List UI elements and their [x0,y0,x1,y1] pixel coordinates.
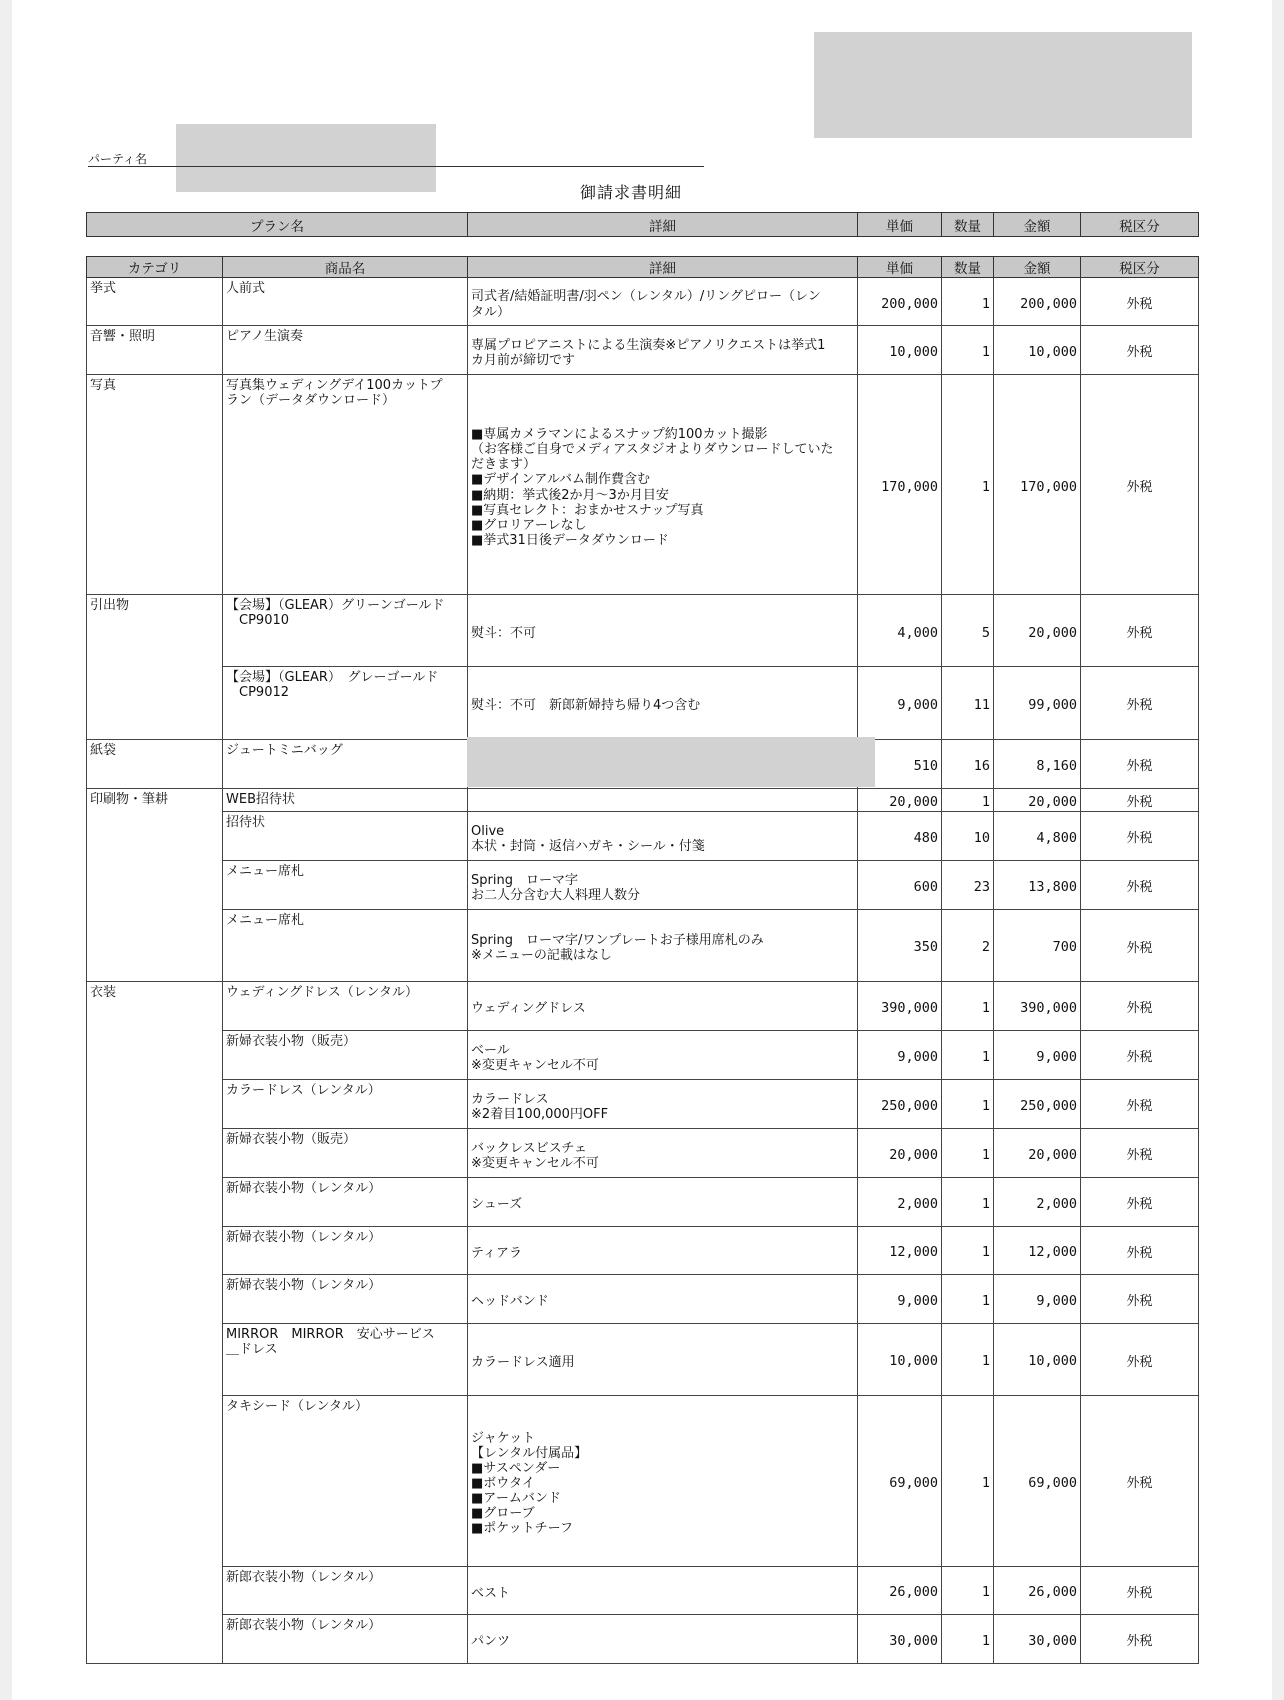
row-qty: 1 [942,1030,994,1079]
row-qty: 1 [942,1566,994,1614]
row-detail [468,981,858,1030]
party-name-underline [88,166,704,167]
row-qty: 1 [942,1177,994,1226]
table-row [87,1128,1199,1177]
row-qty: 11 [942,667,994,740]
row-product-name [223,1614,468,1663]
table-row [87,811,1199,860]
product-name-line: CP9012 [226,685,290,701]
row-qty: 1 [942,1079,994,1128]
row-category: 音響・照明 [87,326,223,375]
table-row [87,1177,1199,1226]
row-amount: 200,000 [994,278,1081,326]
row-detail [468,326,858,375]
row-amount: 4,800 [994,811,1081,860]
row-category [87,909,223,981]
row-unit-price: 20,000 [858,789,942,812]
plan-col-plan-name: プラン名 [87,213,468,237]
row-tax-type: 外税 [1081,860,1199,909]
detail-line: シューズ [471,1197,523,1213]
row-detail [468,1079,858,1128]
table-row [87,1566,1199,1614]
document-title: 御請求書明細 [580,183,683,202]
row-product-name [223,1079,468,1128]
row-qty: 1 [942,375,994,595]
detail-line: パンツ [471,1634,511,1650]
row-qty: 16 [942,740,994,789]
row-detail [468,1030,858,1079]
table-row [87,1079,1199,1128]
row-tax-type: 外税 [1081,1030,1199,1079]
row-qty: 1 [942,981,994,1030]
row-unit-price: 4,000 [858,595,942,667]
detail-line: ヘッドバンド [471,1294,549,1310]
product-name-line: ＿ドレス [226,1341,278,1357]
row-qty: 1 [942,1395,994,1566]
row-amount: 2,000 [994,1177,1081,1226]
table-row [87,667,1199,740]
row-detail [468,1566,858,1614]
row-unit-price: 2,000 [858,1177,942,1226]
row-amount: 8,160 [994,740,1081,789]
product-name-line: WEB招待状 [226,792,295,807]
row-unit-price: 9,000 [858,1274,942,1323]
table-row [87,909,1199,981]
row-tax-type: 外税 [1081,595,1199,667]
detail-line: カ月前が締切です [471,353,576,368]
detail-line: ■ボウタイ [471,1476,535,1492]
row-detail [468,278,858,326]
row-qty: 23 [942,860,994,909]
row-amount: 69,000 [994,1395,1081,1566]
product-name-line: 人前式 [226,281,266,296]
product-name-line: メニュー席札 [226,912,305,928]
detail-line: ジャケット [471,1430,536,1446]
row-tax-type: 外税 [1081,1079,1199,1128]
col-category: カテゴリ [87,257,223,278]
row-amount: 99,000 [994,667,1081,740]
product-name-line: 招待状 [226,814,266,830]
row-category [87,1226,223,1274]
row-detail [468,1128,858,1177]
party-name-label: パーティ名 [88,152,148,166]
row-category: 写真 [87,375,223,595]
product-name-line: カラードレス（レンタル） [226,1082,381,1098]
row-unit-price: 10,000 [858,326,942,375]
product-name-line: 【会場】（GLEAR） グレーゴールド [226,670,439,685]
row-detail [468,1395,858,1566]
row-product-name [223,595,468,667]
row-category [87,811,223,860]
table-row [87,375,1199,595]
detail-line: ※変更キャンセル不可 [471,1057,599,1073]
row-qty: 1 [942,789,994,812]
row-tax-type: 外税 [1081,740,1199,789]
row-unit-price: 600 [858,860,942,909]
row-tax-type: 外税 [1081,909,1199,981]
detail-line: ■アームバンド [471,1491,561,1507]
row-category: 衣装 [87,981,223,1030]
detail-line: ※メニューの記載はなし [471,948,612,964]
detail-line: ティアラ [471,1245,522,1261]
row-product-name [223,740,468,789]
redacted-detail [467,737,875,787]
detail-table-header [87,257,1199,278]
row-tax-type: 外税 [1081,981,1199,1030]
row-qty: 1 [942,1323,994,1395]
plan-col-unit-price: 単価 [858,213,942,237]
row-amount: 20,000 [994,595,1081,667]
table-row [87,1323,1199,1395]
row-product-name [223,1226,468,1274]
row-tax-type: 外税 [1081,1274,1199,1323]
row-unit-price: 10,000 [858,1323,942,1395]
col-amount: 金額 [994,257,1081,278]
row-tax-type: 外税 [1081,326,1199,375]
row-unit-price: 20,000 [858,1128,942,1177]
col-qty: 数量 [942,257,994,278]
row-qty: 2 [942,909,994,981]
row-amount: 170,000 [994,375,1081,595]
row-product-name [223,1274,468,1323]
row-product-name [223,1566,468,1614]
detail-line: ■サスペンダー [471,1461,561,1477]
row-product-name [223,811,468,860]
table-row [87,860,1199,909]
product-name-line: メニュー席札 [226,863,305,879]
product-name-line: 新婦衣装小物（販売） [226,1131,357,1147]
product-name-line: 【会場】（GLEAR）グリーンゴールド [226,598,445,613]
row-unit-price: 9,000 [858,1030,942,1079]
row-category: 印刷物・筆耕 [87,789,223,812]
plan-col-amount: 金額 [994,213,1081,237]
detail-line: 司式者/結婚証明書/羽ペン（レンタル）/リングピロー（レン [471,289,821,305]
redacted-block-top [814,32,1192,138]
product-name-line: MIRROR MIRROR 安心サービス [226,1326,435,1342]
detail-line: 本状・封筒・返信ハガキ・シール・付箋 [471,838,705,854]
product-name-line: 新婦衣装小物（レンタル） [226,1180,382,1196]
product-name-line: 写真集ウェディングデイ100カットプ [226,378,443,393]
col-tax: 税区分 [1081,257,1199,278]
product-name-line: 新郎衣装小物（レンタル） [226,1569,382,1585]
table-row [87,1274,1199,1323]
product-name-line: 新婦衣装小物（販売） [226,1033,357,1049]
table-row [87,278,1199,326]
row-category: 挙式 [87,278,223,326]
row-amount: 9,000 [994,1274,1081,1323]
product-name-line: CP9010 [226,613,290,629]
product-name-line: ウェディングドレス（レンタル） [226,984,418,1000]
detail-line: ウェディングドレス [471,1001,586,1017]
detail-line: Olive [471,823,505,839]
detail-line: カラードレス [471,1091,549,1107]
row-detail [468,740,858,789]
row-category [87,1614,223,1663]
detail-table [86,256,1199,1664]
detail-line: ■専属カメラマンによるスナップ約100カット撮影 [471,427,768,443]
detail-line: ■デザインアルバム制作費含む [471,472,650,488]
row-product-name [223,1177,468,1226]
detail-line: 熨斗：不可 [471,625,537,641]
row-detail [468,1323,858,1395]
row-qty: 5 [942,595,994,667]
detail-line: ベール [471,1042,510,1058]
row-detail [468,909,858,981]
col-product-name: 商品名 [223,257,468,278]
row-product-name [223,1030,468,1079]
detail-line: タル） [471,304,511,320]
row-amount: 20,000 [994,1128,1081,1177]
row-category: 引出物 [87,595,223,667]
table-row [87,1030,1199,1079]
row-qty: 1 [942,326,994,375]
product-name-line: ジュートミニバッグ [226,743,343,758]
row-category [87,1030,223,1079]
row-tax-type: 外税 [1081,811,1199,860]
row-tax-type: 外税 [1081,1323,1199,1395]
row-amount: 700 [994,909,1081,981]
row-tax-type: 外税 [1081,1177,1199,1226]
row-tax-type: 外税 [1081,278,1199,326]
detail-line: だきます） [471,457,537,473]
row-tax-type: 外税 [1081,667,1199,740]
row-unit-price: 350 [858,909,942,981]
plan-table-header [87,213,1199,237]
row-tax-type: 外税 [1081,375,1199,595]
table-row [87,789,1199,812]
row-unit-price: 69,000 [858,1395,942,1566]
row-tax-type: 外税 [1081,789,1199,812]
detail-line: 【レンタル付属品】 [471,1445,588,1461]
product-name-line: 新郎衣装小物（レンタル） [226,1617,382,1633]
row-detail [468,1274,858,1323]
row-amount: 30,000 [994,1614,1081,1663]
detail-line: ベスト [471,1585,511,1601]
row-product-name [223,1323,468,1395]
row-unit-price: 30,000 [858,1614,942,1663]
table-row [87,1226,1199,1274]
product-name-line: 新婦衣装小物（レンタル） [226,1229,382,1245]
detail-line: ■グローブ [471,1506,535,1522]
row-amount: 20,000 [994,789,1081,812]
row-detail [468,860,858,909]
row-amount: 390,000 [994,981,1081,1030]
detail-line: お二人分含む大人料理人数分 [471,887,641,903]
row-detail [468,1226,858,1274]
row-product-name [223,789,468,812]
row-product-name [223,981,468,1030]
row-product-name [223,1128,468,1177]
plan-col-tax: 税区分 [1081,213,1199,237]
detail-line: Spring ローマ字/ワンプレートお子様用席札のみ [471,933,764,949]
product-name-line: ピアノ生演奏 [226,329,303,344]
detail-line: ■挙式31日後データダウンロード [471,532,669,548]
row-product-name [223,278,468,326]
row-category [87,1395,223,1566]
table-row [87,595,1199,667]
row-product-name [223,667,468,740]
row-unit-price: 510 [858,740,942,789]
detail-line: ■写真セレクト：おまかせスナップ写真 [471,502,704,518]
row-amount: 10,000 [994,1323,1081,1395]
row-qty: 1 [942,278,994,326]
row-category [87,667,223,740]
row-product-name [223,1395,468,1566]
detail-line: ■ポケットチーフ [471,1521,573,1537]
row-amount: 10,000 [994,326,1081,375]
detail-line: 専属プロピアニストによる生演奏※ピアノリクエストは挙式1 [471,337,826,353]
row-qty: 1 [942,1274,994,1323]
detail-line: Spring ローマ字 [471,872,578,888]
row-qty: 1 [942,1614,994,1663]
table-row [87,981,1199,1030]
detail-line: カラードレス適用 [471,1354,575,1370]
row-category [87,1566,223,1614]
table-row [87,326,1199,375]
detail-line: ※変更キャンセル不可 [471,1155,599,1171]
row-unit-price: 26,000 [858,1566,942,1614]
row-unit-price: 390,000 [858,981,942,1030]
table-row [87,740,1199,789]
col-unit-price: 単価 [858,257,942,278]
table-row [87,1614,1199,1663]
row-detail [468,811,858,860]
row-tax-type: 外税 [1081,1566,1199,1614]
row-detail [468,1614,858,1663]
row-detail [468,595,858,667]
row-unit-price: 200,000 [858,278,942,326]
row-product-name [223,375,468,595]
row-detail [468,789,858,812]
row-category [87,1128,223,1177]
row-category [87,1177,223,1226]
row-detail [468,667,858,740]
row-category: 紙袋 [87,740,223,789]
detail-table-body [87,278,1199,1664]
row-category [87,1323,223,1395]
row-product-name [223,326,468,375]
product-name-line: ラン（データダウンロード） [226,393,396,409]
row-qty: 1 [942,1128,994,1177]
row-unit-price: 9,000 [858,667,942,740]
row-amount: 9,000 [994,1030,1081,1079]
row-qty: 1 [942,1226,994,1274]
invoice-page [12,0,1272,1700]
row-unit-price: 12,000 [858,1226,942,1274]
row-tax-type: 外税 [1081,1128,1199,1177]
plan-col-detail: 詳細 [468,213,858,237]
row-amount: 13,800 [994,860,1081,909]
row-unit-price: 250,000 [858,1079,942,1128]
row-detail [468,375,858,595]
row-unit-price: 480 [858,811,942,860]
detail-line: バックレスビスチェ [471,1140,587,1156]
row-detail [468,1177,858,1226]
row-tax-type: 外税 [1081,1395,1199,1566]
row-unit-price: 170,000 [858,375,942,595]
product-name-line: 新婦衣装小物（レンタル） [226,1277,382,1293]
product-name-line: タキシード（レンタル） [226,1398,369,1414]
row-qty: 10 [942,811,994,860]
detail-line: ■納期：挙式後2か月～3か月目安 [471,487,669,503]
row-category [87,1274,223,1323]
row-category [87,1079,223,1128]
row-category [87,860,223,909]
detail-line: ■グロリアーレなし [471,517,587,533]
detail-line: ※2着目100,000円OFF [471,1106,609,1122]
detail-line: （お客様ご自身でメディアスタジオよりダウンロードしていた [471,442,834,458]
row-tax-type: 外税 [1081,1226,1199,1274]
row-amount: 250,000 [994,1079,1081,1128]
row-tax-type: 外税 [1081,1614,1199,1663]
row-product-name [223,860,468,909]
plan-table [86,212,1199,237]
row-product-name [223,909,468,981]
detail-line: 熨斗：不可 新郎新婦持ち帰り4つ含む [471,698,701,714]
redacted-party-name [176,124,436,192]
row-amount: 12,000 [994,1226,1081,1274]
row-amount: 26,000 [994,1566,1081,1614]
plan-col-qty: 数量 [942,213,994,237]
table-row [87,1395,1199,1566]
col-detail: 詳細 [468,257,858,278]
